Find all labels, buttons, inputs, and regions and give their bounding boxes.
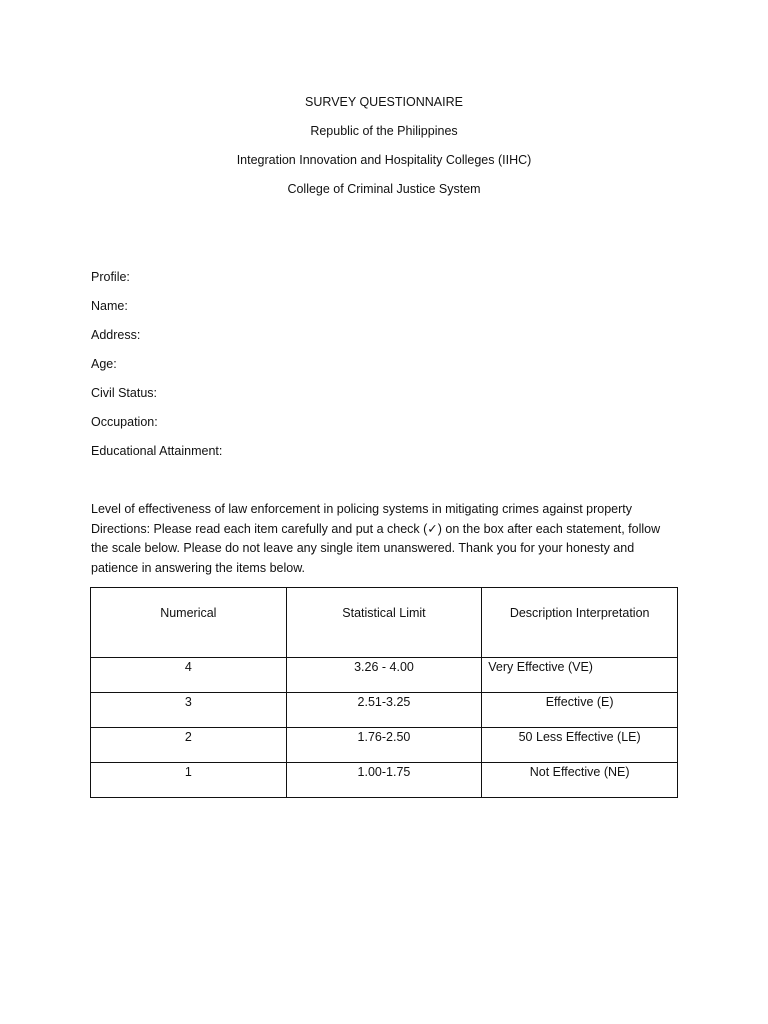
- cell-numerical: 3: [91, 693, 287, 728]
- table-row: [91, 658, 678, 693]
- directions-line: patience in answering the items below.: [91, 560, 306, 575]
- survey-title: SURVEY QUESTIONNAIRE: [305, 95, 463, 109]
- profile-name-label: Name:: [91, 299, 128, 313]
- profile-section: [91, 267, 222, 470]
- cell-numerical: 4: [91, 658, 287, 693]
- cell-description: Very Effective (VE): [482, 658, 678, 693]
- directions-paragraph: [91, 500, 681, 578]
- table-row: [91, 693, 678, 728]
- profile-civil-status-label: Civil Status:: [91, 386, 157, 400]
- table-row: [91, 728, 678, 763]
- scale-table: [90, 587, 678, 798]
- table-header-row: [91, 588, 678, 658]
- profile-age-label: Age:: [91, 357, 117, 371]
- cell-description: Not Effective (NE): [482, 763, 678, 798]
- republic-line: Republic of the Philippines: [310, 124, 458, 138]
- cell-description: 50 Less Effective (LE): [482, 728, 678, 763]
- document-header: [0, 92, 768, 208]
- header-description: Description Interpretation: [482, 588, 678, 658]
- cell-statistical-limit: 1.00-1.75: [286, 763, 482, 798]
- cell-statistical-limit: 1.76-2.50: [286, 728, 482, 763]
- header-numerical: Numerical: [91, 588, 287, 658]
- college-name: Integration Innovation and Hospitality Colleges (IIHC): [236, 153, 532, 167]
- directions-line: Directions: Please read each item carefully and put a check (✓) on the box after each statement, follow: [91, 521, 661, 536]
- department-name: College of Criminal Justice System: [287, 182, 481, 196]
- profile-occupation-label: Occupation:: [91, 415, 158, 429]
- header-statistical-limit: Statistical Limit: [286, 588, 482, 658]
- cell-description: Effective (E): [482, 693, 678, 728]
- table-row: [91, 763, 678, 798]
- directions-line: the scale below. Please do not leave any single item unanswered. Thank you for your honesty and: [91, 541, 635, 555]
- cell-numerical: 2: [91, 728, 287, 763]
- cell-numerical: 1: [91, 763, 287, 798]
- cell-statistical-limit: 3.26 - 4.00: [286, 658, 482, 693]
- profile-education-label: Educational Attainment:: [91, 444, 223, 458]
- directions-line: Level of effectiveness of law enforcement in policing systems in mitigating crimes against property: [91, 502, 632, 516]
- profile-heading: Profile:: [91, 270, 130, 284]
- profile-address-label: Address:: [91, 328, 141, 342]
- cell-statistical-limit: 2.51-3.25: [286, 693, 482, 728]
